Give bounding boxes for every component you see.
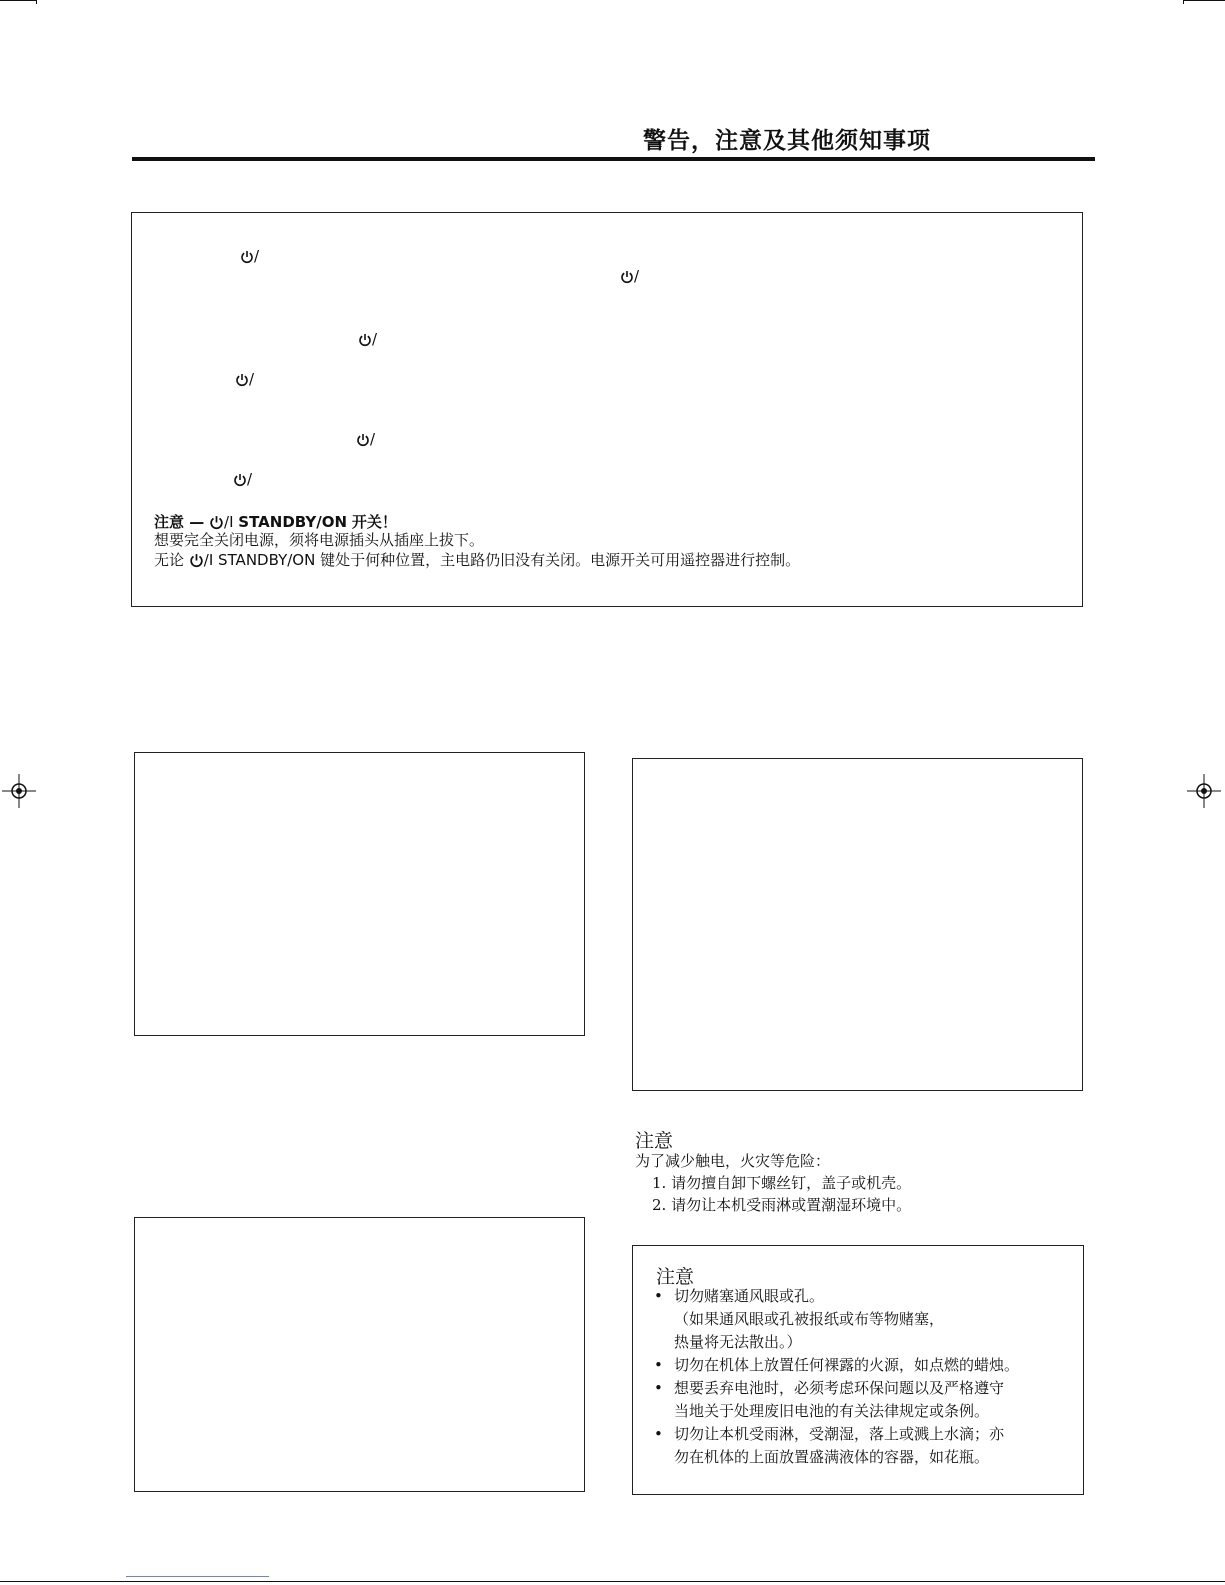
list-item: • 切勿赌塞通风眼或孔。 bbox=[654, 1287, 825, 1305]
list-item-continued: 热量将无法散出。） bbox=[674, 1333, 802, 1351]
crop-mark-top-right-vertical bbox=[1183, 0, 1184, 4]
power-icon bbox=[233, 473, 247, 487]
bottom-blue-underline bbox=[126, 1576, 269, 1577]
list-item-continued: （如果通风眼或孔被报纸或布等物赌塞， bbox=[674, 1310, 945, 1328]
list-item-continued: 当地关于处理废旧电池的有关法律规定或条例。 bbox=[674, 1402, 990, 1420]
standby-heading: 注意 — /I STANDBY/ON 开关！ bbox=[154, 513, 397, 531]
registration-mark-right bbox=[1187, 774, 1221, 808]
power-symbol-fragment: / bbox=[358, 330, 377, 348]
caution-intro: 为了减少触电，火灾等危险： bbox=[635, 1152, 831, 1170]
standby-line-1: 想要完全关闭电源，须将电源插头从插座上拔下。 bbox=[154, 531, 485, 549]
power-icon bbox=[189, 553, 204, 568]
caution-box-title: 注意 bbox=[656, 1266, 695, 1288]
power-icon bbox=[209, 515, 224, 530]
header-rule bbox=[132, 157, 1095, 161]
empty-box-right-top bbox=[632, 758, 1083, 1091]
list-item-continued: 勿在机体的上面放置盛满液体的容器，如花瓶。 bbox=[674, 1448, 990, 1466]
list-item: • 切勿在机体上放置任何裸露的火源，如点燃的蜡烛。 bbox=[654, 1356, 1020, 1374]
list-item: • 切勿让本机受雨淋，受潮湿，落上或溅上水滴；亦 bbox=[654, 1425, 1005, 1443]
crop-mark-bottom-line bbox=[0, 1581, 1225, 1582]
list-item: • 想要丢弃电池时，必须考虑环保问题以及严格遵守 bbox=[654, 1379, 1005, 1397]
power-icon bbox=[356, 433, 370, 447]
power-icon bbox=[240, 250, 254, 264]
crop-mark-top-left bbox=[0, 0, 36, 1]
standby-line-2: 无论 /I STANDBY/ON 键处于何种位置，主电路仍旧没有关闭。电源开关可用遥控器进行控制。 bbox=[154, 551, 801, 569]
power-icon bbox=[235, 373, 249, 387]
page-title: 警告，注意及其他须知事项 bbox=[643, 128, 931, 154]
caution-item-1: 1. 请勿擅自卸下螺丝钉，盖子或机壳。 bbox=[652, 1174, 912, 1192]
power-icon bbox=[620, 270, 634, 284]
caution-box-list bbox=[654, 1285, 1019, 1469]
registration-mark-left bbox=[2, 774, 36, 808]
crop-mark-top-right bbox=[1183, 0, 1225, 1]
power-symbol-fragment: / bbox=[235, 370, 254, 388]
empty-box-left-bottom bbox=[134, 1217, 585, 1492]
empty-box-left-top bbox=[134, 752, 585, 1036]
caution-title: 注意 bbox=[635, 1130, 674, 1152]
power-icon bbox=[358, 333, 372, 347]
power-symbol-fragment: / bbox=[240, 247, 259, 265]
power-symbol-fragment: / bbox=[356, 430, 375, 448]
power-symbol-fragment: / bbox=[620, 267, 639, 285]
crop-mark-top-left-vertical bbox=[36, 0, 37, 4]
caution-item-2: 2. 请勿让本机受雨淋或置潮湿环境中。 bbox=[652, 1196, 912, 1214]
power-symbol-fragment: / bbox=[233, 470, 252, 488]
